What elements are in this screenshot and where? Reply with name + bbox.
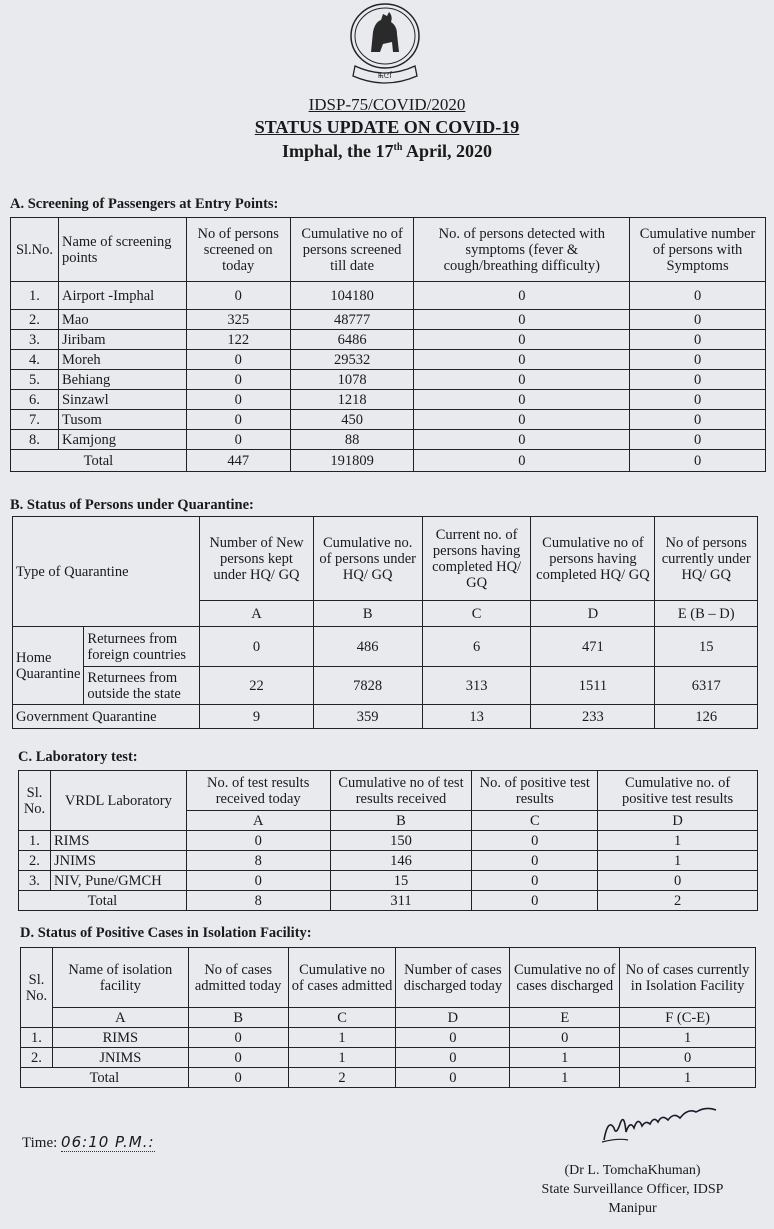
table-total-row: Total 0 2 0 1 1 (21, 1068, 756, 1088)
table-row: 2. Mao 325 48777 0 0 (11, 310, 766, 330)
section-d-title: D. Status of Positive Cases in Isolation Facility: (20, 925, 312, 941)
table-header-row (13, 517, 758, 601)
handwritten-time: 06:10 P.M.: (61, 1133, 155, 1151)
column-header: Sl.No. (11, 218, 59, 282)
signer-name: (Dr L. TomchaKhuman) (564, 1163, 701, 1178)
column-header: Cumulative no. of persons under HQ/ GQ (313, 517, 422, 601)
document-reference-number: IDSP-75/COVID/2020 (308, 95, 466, 114)
column-header: No of cases admitted today (188, 948, 288, 1008)
table-row: Returnees from outside the state 22 7828 313 1511 6317 (13, 667, 758, 705)
column-header: Cumulative no of cases admitted (288, 948, 396, 1008)
quarantine-table (12, 516, 758, 729)
screening-table (10, 217, 766, 472)
letter-row: A B C D (19, 811, 758, 831)
column-header: Name of isolation facility (52, 948, 188, 1008)
table-header-row (19, 771, 758, 811)
table-row: 1. RIMS 0 1 0 0 1 (21, 1028, 756, 1048)
document-date: Imphal, the 17th April, 2020 (282, 141, 492, 161)
signer-place: Manipur (608, 1201, 657, 1216)
table-row: 3. Jiribam 122 6486 0 0 (11, 330, 766, 350)
state-emblem-seal (347, 2, 423, 88)
column-header: Number of cases discharged today (396, 948, 510, 1008)
document-title: STATUS UPDATE ON COVID-19 (254, 117, 520, 137)
table-row: 3. NIV, Pune/GMCH 0 15 0 0 (19, 871, 758, 891)
svg-text:ꯃꯅꯤ: ꯃꯅꯤ (377, 71, 393, 80)
table-row: 4. Moreh 0 29532 0 0 (11, 350, 766, 370)
column-header: VRDL Laboratory (50, 771, 186, 831)
column-header: No. of persons detected with symptoms (fever & cough/breathing difficulty) (414, 218, 630, 282)
column-header: Sl. No. (21, 948, 53, 1028)
table-row: 2. JNIMS 8 146 0 1 (19, 851, 758, 871)
column-header: Type of Quarantine (13, 517, 200, 627)
column-header: No of persons currently under HQ/ GQ (655, 517, 758, 601)
table-total-row: Total 8 311 0 2 (19, 891, 758, 911)
column-header: Current no. of persons having completed HQ/ GQ (422, 517, 531, 601)
table-row: 1. Airport -Imphal 0 104180 0 0 (11, 282, 766, 310)
column-header: No of persons screened on today (186, 218, 290, 282)
table-row: Government Quarantine 9 359 13 233 126 (13, 705, 758, 729)
table-total-row: Total 447 191809 0 0 (11, 450, 766, 472)
home-quarantine-label: Home Quarantine (13, 627, 84, 705)
table-row: Home Quarantine Returnees from foreign countries 0 486 6 471 15 (13, 627, 758, 667)
column-header: Cumulative no of persons screened till date (290, 218, 414, 282)
table-header-row (11, 218, 766, 282)
column-header: Cumulative no of cases discharged (510, 948, 620, 1008)
isolation-table (20, 947, 756, 1088)
column-header: Sl. No. (19, 771, 51, 831)
section-b-title: B. Status of Persons under Quarantine: (10, 497, 254, 513)
handwritten-signature (598, 1098, 723, 1148)
column-header: Number of New persons kept under HQ/ GQ (200, 517, 313, 601)
laboratory-table (18, 770, 758, 911)
signer-title: State Surveillance Officer, IDSP (541, 1182, 724, 1197)
letter-row: A B C D E F (C-E) (21, 1008, 756, 1028)
column-header: No of cases currently in Isolation Facility (620, 948, 756, 1008)
column-header: Name of screening points (58, 218, 186, 282)
table-row: 1. RIMS 0 150 0 1 (19, 831, 758, 851)
time-stamp: Time: 06:10 P.M.: (22, 1133, 155, 1151)
table-row: 8. Kamjong 0 88 0 0 (11, 430, 766, 450)
table-row: 5. Behiang 0 1078 0 0 (11, 370, 766, 390)
column-header: Cumulative no. of positive test results (598, 771, 758, 811)
column-header: Cumulative no of test results received (330, 771, 472, 811)
table-header-row (21, 948, 756, 1008)
column-header: Cumulative number of persons with Symptoms (630, 218, 766, 282)
letter-row: A B C D E (B – D) (13, 601, 758, 627)
section-c-title: C. Laboratory test: (18, 749, 138, 765)
table-row: 7. Tusom 0 450 0 0 (11, 410, 766, 430)
column-header: Cumulative no of persons having completed HQ/ GQ (531, 517, 655, 601)
table-row: 6. Sinzawl 0 1218 0 0 (11, 390, 766, 410)
column-header: No. of test results received today (186, 771, 330, 811)
table-row: 2. JNIMS 0 1 0 1 0 (21, 1048, 756, 1068)
section-a-title: A. Screening of Passengers at Entry Points: (10, 196, 279, 212)
column-header: No. of positive test results (472, 771, 598, 811)
